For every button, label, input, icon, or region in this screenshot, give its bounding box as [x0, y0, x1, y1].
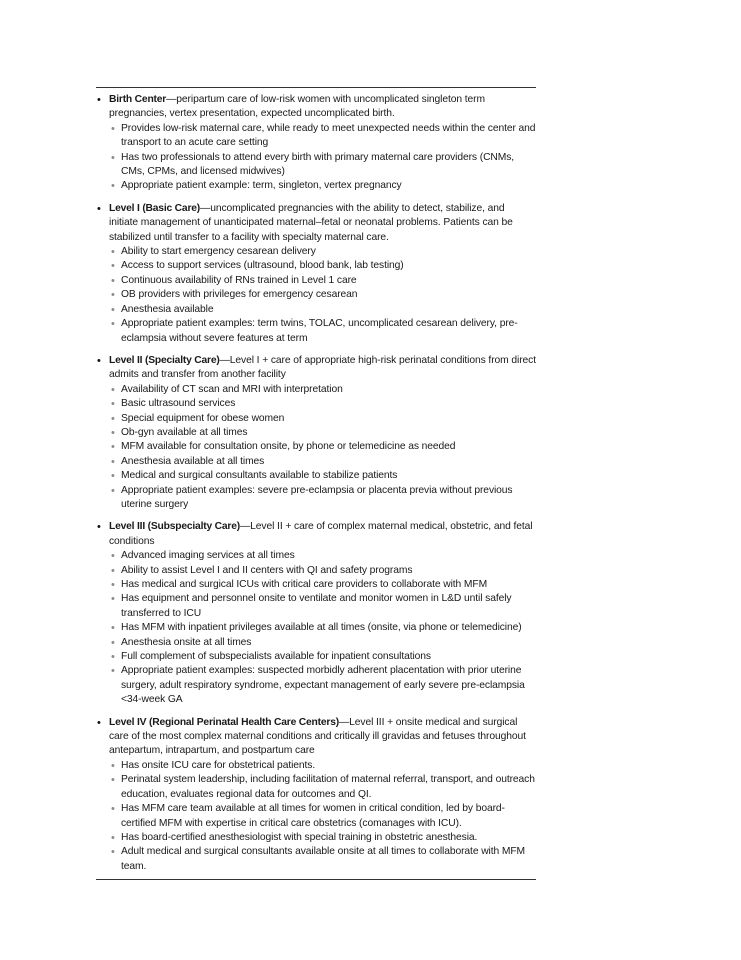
bullet-icon: •: [111, 579, 115, 591]
section-title: Level IV (Regional Perinatal Health Care Centers): [109, 716, 339, 728]
bullet-icon: •: [111, 846, 115, 859]
bullet-icon: •: [111, 151, 115, 164]
list-item: • Medical and surgical consultants available to stabilize patients: [111, 470, 398, 483]
section-text: —Level III + onsite medical and surgical care of the most complex maternal conditions and critically ill gravidas and fetuses throughout antepartum, intrapartum, and postpartum care: [109, 716, 526, 757]
list-item: • Adult medical and surgical consultants available onsite at all times to collaborate with MFM team.: [111, 846, 526, 872]
bullet-icon: •: [97, 521, 101, 534]
section-text: —uncomplicated pregnancies with the ability to detect, stabilize, and initiate management of unanticipated maternal–fetal or neonatal problems. Patients can be stabilized until transfer to a facility with specialty maternal care.: [109, 202, 513, 243]
bullet-icon: •: [111, 318, 115, 331]
bullet-icon: •: [111, 412, 115, 425]
bullet-icon: •: [111, 622, 115, 635]
list-item: • Access to support services (ultrasound, blood bank, lab testing): [111, 260, 404, 273]
section-title: Birth Center: [109, 94, 167, 105]
bullet-icon: •: [111, 260, 115, 273]
list-item: • Has medical and surgical ICUs with critical care providers to collaborate with MFM: [111, 579, 488, 591]
bullet-icon: •: [111, 484, 115, 497]
list-item: • Special equipment for obese women: [111, 412, 285, 425]
list-item: • MFM available for consultation onsite, by phone or telemedicine as needed: [111, 441, 456, 454]
section-title: Level I (Basic Care): [109, 202, 201, 214]
list-item: • Full complement of subspecialists available for inpatient consultations: [111, 651, 431, 664]
bullet-icon: •: [111, 550, 115, 563]
sub-list: [109, 759, 536, 874]
list-item: • Perinatal system leadership, including facilitation of maternal referral, transport, and outreach education, evaluates regional data for outcomes and QI.: [111, 774, 535, 800]
bullet-icon: •: [111, 303, 115, 316]
sub-list: [109, 122, 536, 194]
list-item: • Provides low-risk maternal care, while ready to meet unexpected needs within the center and transport to an acute care setting: [111, 122, 536, 149]
list-item: • Ability to assist Level I and II centers with QI and safety programs: [111, 564, 413, 577]
list-item: • Ability to start emergency cesarean delivery: [111, 246, 316, 259]
section-lead: [109, 354, 536, 383]
section-level-3: [96, 520, 536, 707]
list-item: • Appropriate patient examples: severe pre-eclampsia or placenta previa without previous uterine surgery: [111, 484, 513, 510]
bullet-icon: •: [111, 759, 115, 772]
list-item: • Has equipment and personnel onsite to ventilate and monitor women in L&D until safely transferred to ICU: [111, 593, 512, 619]
list-item: • Availability of CT scan and MRI with interpretation: [111, 383, 343, 396]
bullet-icon: •: [111, 274, 115, 287]
list-item: • Appropriate patient example: term, singleton, vertex pregnancy: [111, 180, 402, 193]
list-item: • Has MFM care team available at all times for women in critical condition, led by board-certified MFM with expertise in critical care obstetrics (comanages with ICU).: [111, 803, 505, 829]
bullet-icon: •: [97, 202, 101, 215]
section-text: —Level II + care of complex maternal medical, obstetric, and fetal conditions: [109, 521, 533, 547]
list-item: • Has MFM with inpatient privileges available at all times (onsite, via phone or telemedicine): [111, 622, 522, 635]
list-item: • Anesthesia available at all times: [111, 455, 265, 468]
section-title: Level III (Subspecialty Care): [109, 521, 240, 533]
section-level-4: [96, 716, 536, 874]
section-lead: [109, 202, 536, 245]
section-title: Level II (Specialty Care): [109, 354, 220, 366]
section-level-1: [96, 202, 536, 346]
bullet-icon: •: [111, 831, 115, 844]
list-item: • Has board-certified anesthesiologist with special training in obstetric anesthesia.: [111, 831, 478, 844]
bullet-icon: •: [111, 455, 115, 468]
section-lead: [109, 93, 536, 122]
list-item: • Has onsite ICU care for obstetrical patients.: [111, 759, 316, 772]
section-birth-center: [96, 93, 536, 194]
bullet-icon: •: [111, 470, 115, 483]
list-item: • Has two professionals to attend every birth with primary maternal care providers (CNMs, CMs, CPMs, and licensed midwives): [111, 151, 515, 178]
sub-list: [109, 549, 536, 707]
bullet-icon: •: [111, 593, 115, 606]
section-lead: [109, 520, 536, 549]
bullet-icon: •: [111, 803, 115, 816]
list-item: • Appropriate patient examples: term twins, TOLAC, uncomplicated cesarean delivery, pre-eclampsia without severe features at term: [111, 318, 518, 344]
bullet-icon: •: [97, 94, 101, 106]
bullet-icon: •: [97, 354, 101, 367]
list-item: • Continuous availability of RNs trained in Level 1 care: [111, 274, 357, 287]
bullet-icon: •: [111, 122, 115, 135]
bullet-icon: •: [111, 398, 115, 411]
section-lead: [109, 716, 536, 759]
list-item: • Anesthesia onsite at all times: [111, 636, 252, 649]
sub-list: [109, 383, 536, 513]
bullet-icon: •: [111, 383, 115, 396]
bullet-icon: •: [111, 636, 115, 649]
bullet-icon: •: [111, 246, 115, 259]
section-text: —peripartum care of low-risk women with uncomplicated singleton term pregnancies, vertex presentation, expected uncomplicated birth.: [109, 94, 485, 120]
list-item: • Advanced imaging services at all times: [111, 550, 295, 563]
bullet-icon: •: [111, 426, 115, 439]
bullet-icon: •: [111, 441, 115, 454]
levels-of-care-box: [96, 87, 536, 880]
bullet-icon: •: [111, 651, 115, 664]
sub-list: [109, 245, 536, 346]
list-item: • Anesthesia available: [111, 303, 214, 316]
list-item: • Appropriate patient examples: suspected morbidly adherent placentation with prior uterine surgery, adult respiratory syndrome, expectant management of early severe pre-eclampsia <34-week GA: [111, 665, 525, 706]
bullet-icon: •: [111, 774, 115, 787]
list-item: • OB providers with privileges for emergency cesarean: [111, 289, 358, 302]
bullet-icon: •: [111, 564, 115, 577]
bullet-icon: •: [97, 716, 101, 729]
section-level-2: [96, 354, 536, 512]
bullet-icon: •: [111, 289, 115, 302]
list-item: • Basic ultrasound services: [111, 398, 236, 411]
list-item: • Ob-gyn available at all times: [111, 426, 248, 439]
section-text: —Level I + care of appropriate high-risk perinatal conditions from direct admits and transfer from another facility: [109, 354, 536, 381]
bullet-icon: •: [111, 665, 115, 678]
bullet-icon: •: [111, 180, 115, 193]
